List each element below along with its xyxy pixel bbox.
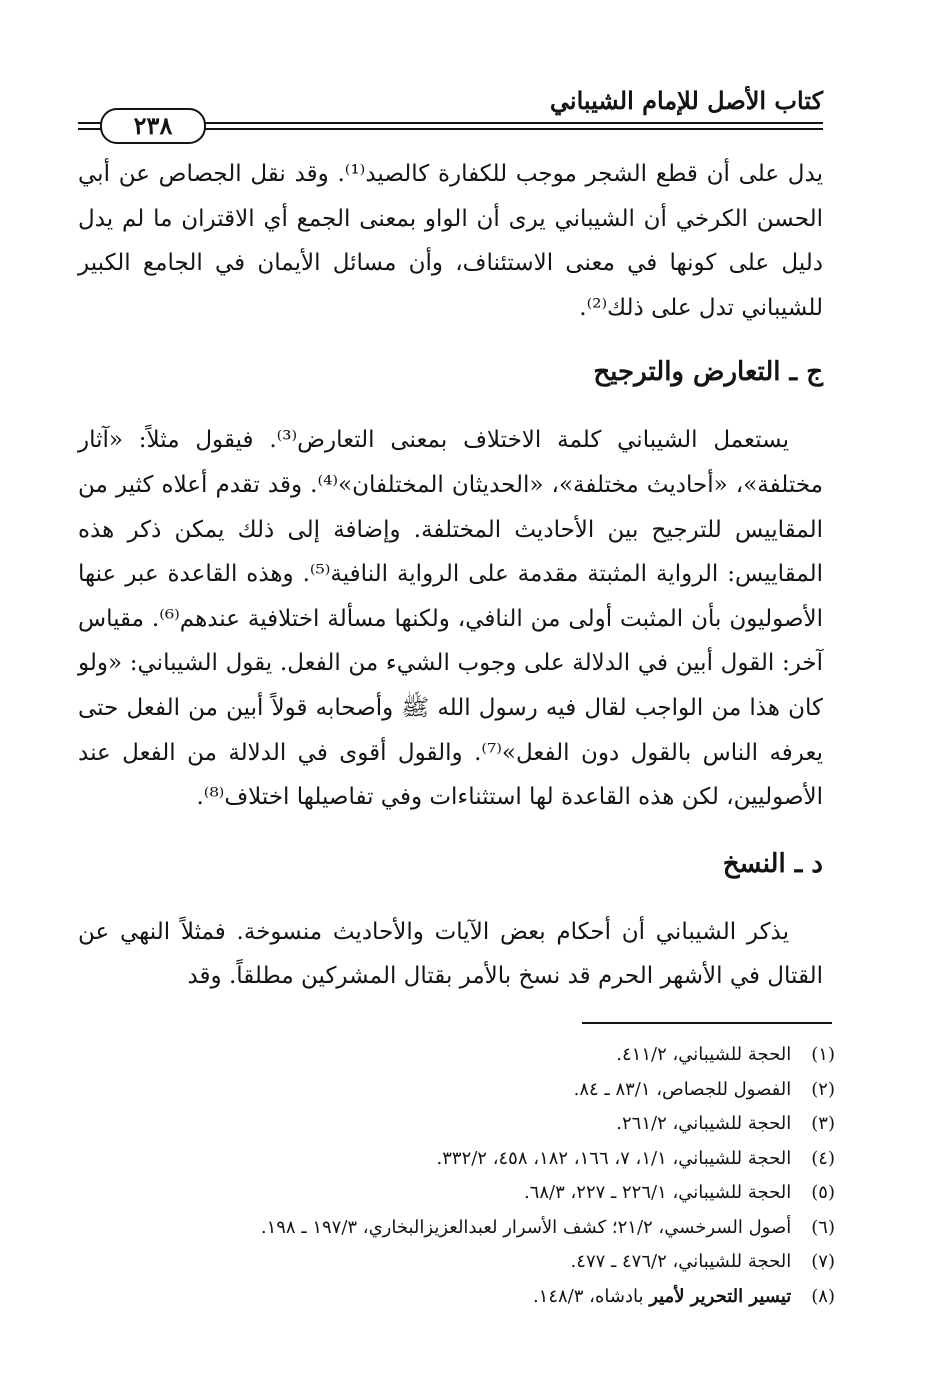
section-heading-c: ج ـ التعارض والترجيح xyxy=(593,357,823,388)
footnote-number: (٢) xyxy=(811,1078,835,1100)
footnote-text: أصول السرخسي، ٢١/٢؛ كشف الأسرار لعبدالعزيزالبخاري، ١٩٧/٣ ـ ١٩٨. xyxy=(260,1216,792,1238)
footnote-text: الحجة للشيباني، ١/١، ٧، ١٦٦، ١٨٢، ٤٥٨، ٣٣٢/٢. xyxy=(436,1147,792,1169)
page-header xyxy=(78,86,823,146)
page-number: ٢٣٨ xyxy=(100,108,206,144)
footnote-8 xyxy=(75,1280,835,1315)
footnote-book-title: تيسير التحرير لأمير xyxy=(649,1285,792,1307)
footnote-number: (٣) xyxy=(811,1113,835,1134)
footnote-1 xyxy=(75,1038,835,1073)
footnote-text: بادشاه، ١٤٨/٣. xyxy=(532,1285,650,1307)
footnote-number: (٨) xyxy=(811,1285,835,1307)
footnote-4 xyxy=(75,1142,835,1177)
footnote-5 xyxy=(75,1176,835,1211)
footnote-number: (٧) xyxy=(811,1251,835,1272)
footnote-separator xyxy=(582,1022,832,1024)
footnotes xyxy=(75,1038,835,1314)
footnote-6 xyxy=(75,1211,835,1246)
running-title: كتاب الأصل للإمام الشيباني xyxy=(549,86,823,115)
paragraph-2: يستعمل الشيباني كلمة الاختلاف بمعنى التعارض⁽³⁾. فيقول مثلاً: «آثار مختلفة»، «أحاديث مختلفة»، «الحديثان المختلفان»⁽⁴⁾. وقد تقدم أعلاه كثير من المقاييس للترجيح بين الأحاديث المختلفة. وإضافة إلى ذلك يمكن ذكر هذه المقاييس: الرواية المثبتة مقدمة على الرواية النافية⁽⁵⁾. وهذه القاعدة عبر عنها الأصوليون بأن المثبت أولى من النافي، ولكنها مسألة اختلافية عندهم⁽⁶⁾. مقياس آخر: القول أبين في الدلالة على وجوب الشيء من الفعل. يقول الشيباني: «ولو كان هذا من الواجب لقال فيه رسول الله ﷺ وأصحابه قولاً أبين من الفعل حتى يعرفه الناس بالقول دون الفعل»⁽⁷⁾. والقول أقوى في الدلالة من الفعل عند الأصوليين، لكن هذه القاعدة لها استثناءات وفي تفاصيلها اختلاف⁽⁸⁾. xyxy=(78,427,824,811)
paragraph-1: يدل على أن قطع الشجر موجب للكفارة كالصيد⁽¹⁾. وقد نقل الجصاص عن أبي الحسن الكرخي أن الشيباني يرى أن الواو بمعنى الجمع أي الاقتران ما لم يدل دليل على كونها في معنى الاستئناف، وأن مسائل الأيمان في الجامع الكبير للشيباني تدل على ذلك⁽²⁾. xyxy=(78,161,823,321)
footnote-number: (٤) xyxy=(811,1147,835,1169)
footnote-7 xyxy=(75,1245,835,1280)
footnote-3 xyxy=(75,1107,835,1142)
main-text xyxy=(78,152,823,999)
footnote-text: الحجة للشيباني، ٤٧٦/٢ ـ ٤٧٧. xyxy=(570,1251,792,1272)
section-heading-d: د ـ النسخ xyxy=(722,848,823,879)
footnote-text: الحجة للشيباني، ٢٢٦/١ ـ ٢٢٧، ٦٨/٣. xyxy=(523,1182,792,1203)
footnote-text: الفصول للجصاص، ٨٣/١ ـ ٨٤. xyxy=(573,1078,792,1100)
footnote-number: (٥) xyxy=(811,1182,835,1203)
footnote-number: (١) xyxy=(811,1044,835,1065)
footnote-2 xyxy=(75,1073,835,1108)
footnote-text: الحجة للشيباني، ٤١١/٢. xyxy=(616,1044,792,1065)
footnote-number: (٦) xyxy=(811,1216,835,1238)
footnote-text: الحجة للشيباني، ٢٦١/٢. xyxy=(616,1113,792,1134)
paragraph-3: يذكر الشيباني أن أحكام بعض الآيات والأحاديث منسوخة. فمثلاً النهي عن القتال في الأشهر الحرم قد نسخ بالأمر بقتال المشركين مطلقاً. وقد xyxy=(78,918,823,990)
